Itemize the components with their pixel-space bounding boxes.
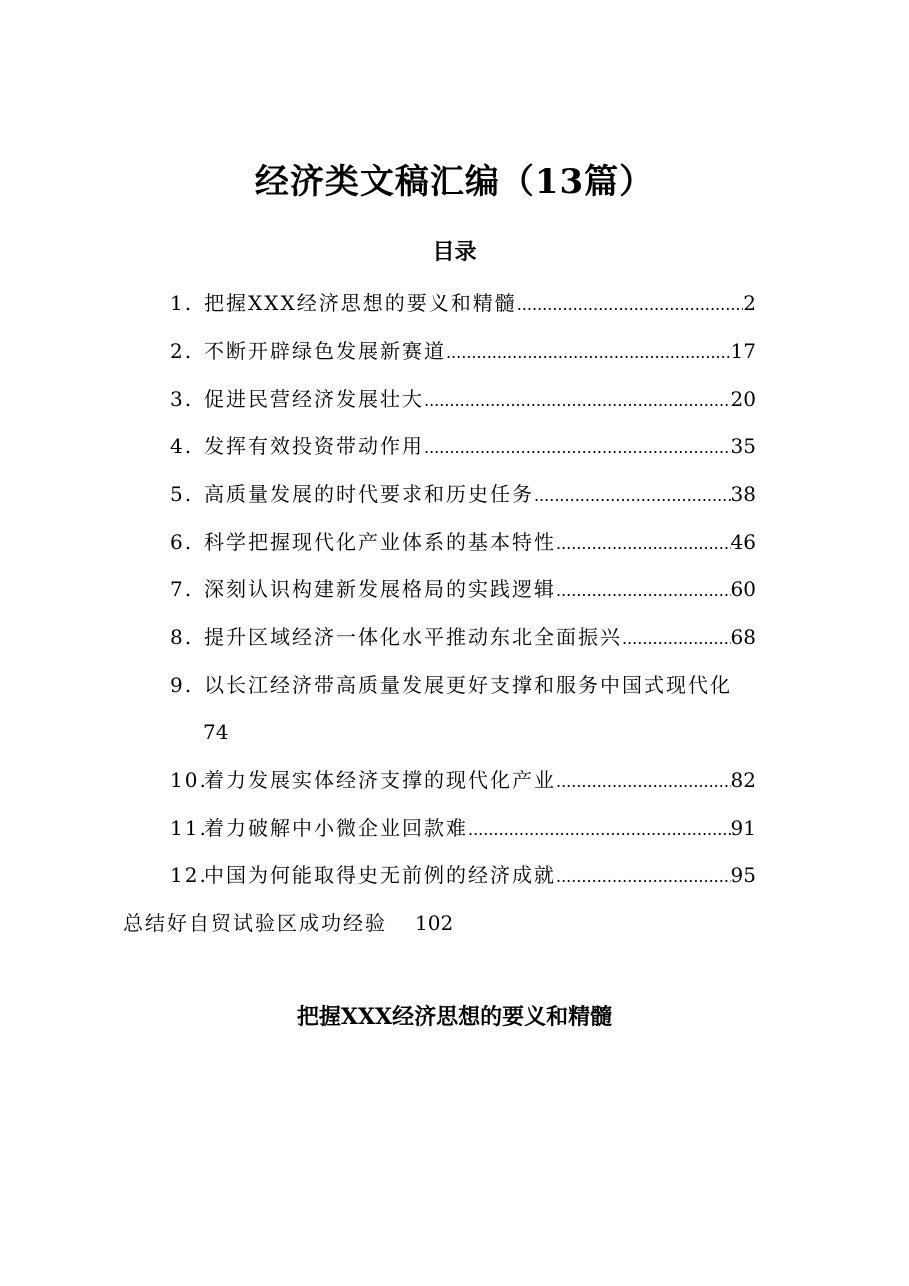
toc-leader-dots bbox=[534, 479, 731, 513]
toc-entry-9-page[interactable]: 74 bbox=[203, 720, 229, 744]
toc-entry-page: 20 bbox=[730, 387, 756, 411]
toc-entry-5[interactable] bbox=[170, 477, 756, 511]
toc-entry-title: 促进民营经济发展壮大 bbox=[204, 387, 424, 411]
toc-leader-dots bbox=[468, 813, 731, 847]
toc-entry-8[interactable] bbox=[170, 620, 756, 654]
toc-entry-number: 3. bbox=[170, 387, 194, 411]
toc-entry-title: 深刻认识构建新发展格局的实践逻辑 bbox=[204, 577, 556, 601]
toc-entry-page: 102 bbox=[415, 911, 454, 935]
toc-entry-title: 以长江经济带高质量发展更好支撑和服务中国式现代化 bbox=[204, 673, 732, 697]
toc-entry-12[interactable] bbox=[170, 858, 756, 892]
toc-entry-number: 9. bbox=[170, 673, 194, 697]
section-title: 把握XXX经济思想的要义和精髓 bbox=[296, 1004, 613, 1030]
toc-leader-dots bbox=[556, 765, 731, 799]
toc-entry-page: 68 bbox=[730, 625, 756, 649]
document-title: 经济类文稿汇编（13篇） bbox=[254, 162, 655, 202]
toc-leader-dots bbox=[424, 431, 731, 465]
toc-entry-page: 35 bbox=[730, 434, 756, 458]
toc-entry-title: 不断开辟绿色发展新赛道 bbox=[204, 339, 446, 363]
toc-entry-number: 5. bbox=[170, 482, 194, 506]
toc-entry-page: 82 bbox=[730, 768, 756, 792]
toc-entry-title: 提升区域经济一体化水平推动东北全面振兴 bbox=[204, 625, 622, 649]
toc-entry-number: 7. bbox=[170, 577, 194, 601]
toc-leader-dots bbox=[446, 336, 731, 370]
toc-entry-11[interactable] bbox=[170, 811, 756, 845]
toc-entry-page: 91 bbox=[730, 816, 756, 840]
toc-entry-10[interactable] bbox=[170, 763, 756, 797]
toc-entry-page: 46 bbox=[730, 530, 756, 554]
toc-entry-9[interactable] bbox=[170, 668, 800, 702]
toc-entry-title: 高质量发展的时代要求和历史任务 bbox=[204, 482, 534, 506]
toc-leader-dots bbox=[517, 288, 744, 322]
toc-leader-dots bbox=[556, 527, 731, 561]
toc-entry-page: 2 bbox=[743, 291, 756, 315]
toc-leader-dots bbox=[556, 860, 731, 894]
toc-entry-title: 着力发展实体经济支撑的现代化产业 bbox=[204, 768, 556, 792]
toc-entry-7[interactable] bbox=[170, 572, 756, 606]
toc-entry-number: 10. bbox=[170, 768, 208, 792]
toc-leader-dots bbox=[424, 384, 731, 418]
toc-entry-number: 8. bbox=[170, 625, 194, 649]
toc-entry-title: 科学把握现代化产业体系的基本特性 bbox=[204, 530, 556, 554]
toc-entry-13[interactable] bbox=[123, 906, 453, 940]
toc-entry-number: 4. bbox=[170, 434, 194, 458]
toc-entry-title: 中国为何能取得史无前例的经济成就 bbox=[204, 863, 556, 887]
toc-entry-title: 着力破解中小微企业回款难 bbox=[204, 816, 468, 840]
toc-entry-4[interactable] bbox=[170, 429, 756, 463]
toc-entry-6[interactable] bbox=[170, 525, 756, 559]
toc-leader-dots bbox=[556, 574, 731, 608]
toc-entry-title: 发挥有效投资带动作用 bbox=[204, 434, 424, 458]
toc-entry-number: 2. bbox=[170, 339, 194, 363]
toc-entry-2[interactable] bbox=[170, 334, 756, 368]
toc-entry-title: 总结好自贸试验区成功经验 bbox=[123, 911, 387, 935]
toc-entry-number: 1. bbox=[170, 291, 194, 315]
toc-entry-number: 11. bbox=[170, 816, 208, 840]
toc-entry-number: 12. bbox=[170, 863, 208, 887]
toc-entry-1[interactable] bbox=[170, 286, 756, 320]
toc-leader-dots bbox=[622, 622, 731, 656]
toc-entry-title: 把握XXX经济思想的要义和精髓 bbox=[204, 291, 517, 315]
toc-entry-3[interactable] bbox=[170, 382, 756, 416]
toc-entry-number: 6. bbox=[170, 530, 194, 554]
toc-entry-page: 17 bbox=[730, 339, 756, 363]
toc-entry-page: 60 bbox=[730, 577, 756, 601]
toc-entry-page: 95 bbox=[730, 863, 756, 887]
toc-entry-page: 38 bbox=[730, 482, 756, 506]
toc-heading: 目录 bbox=[432, 239, 477, 265]
